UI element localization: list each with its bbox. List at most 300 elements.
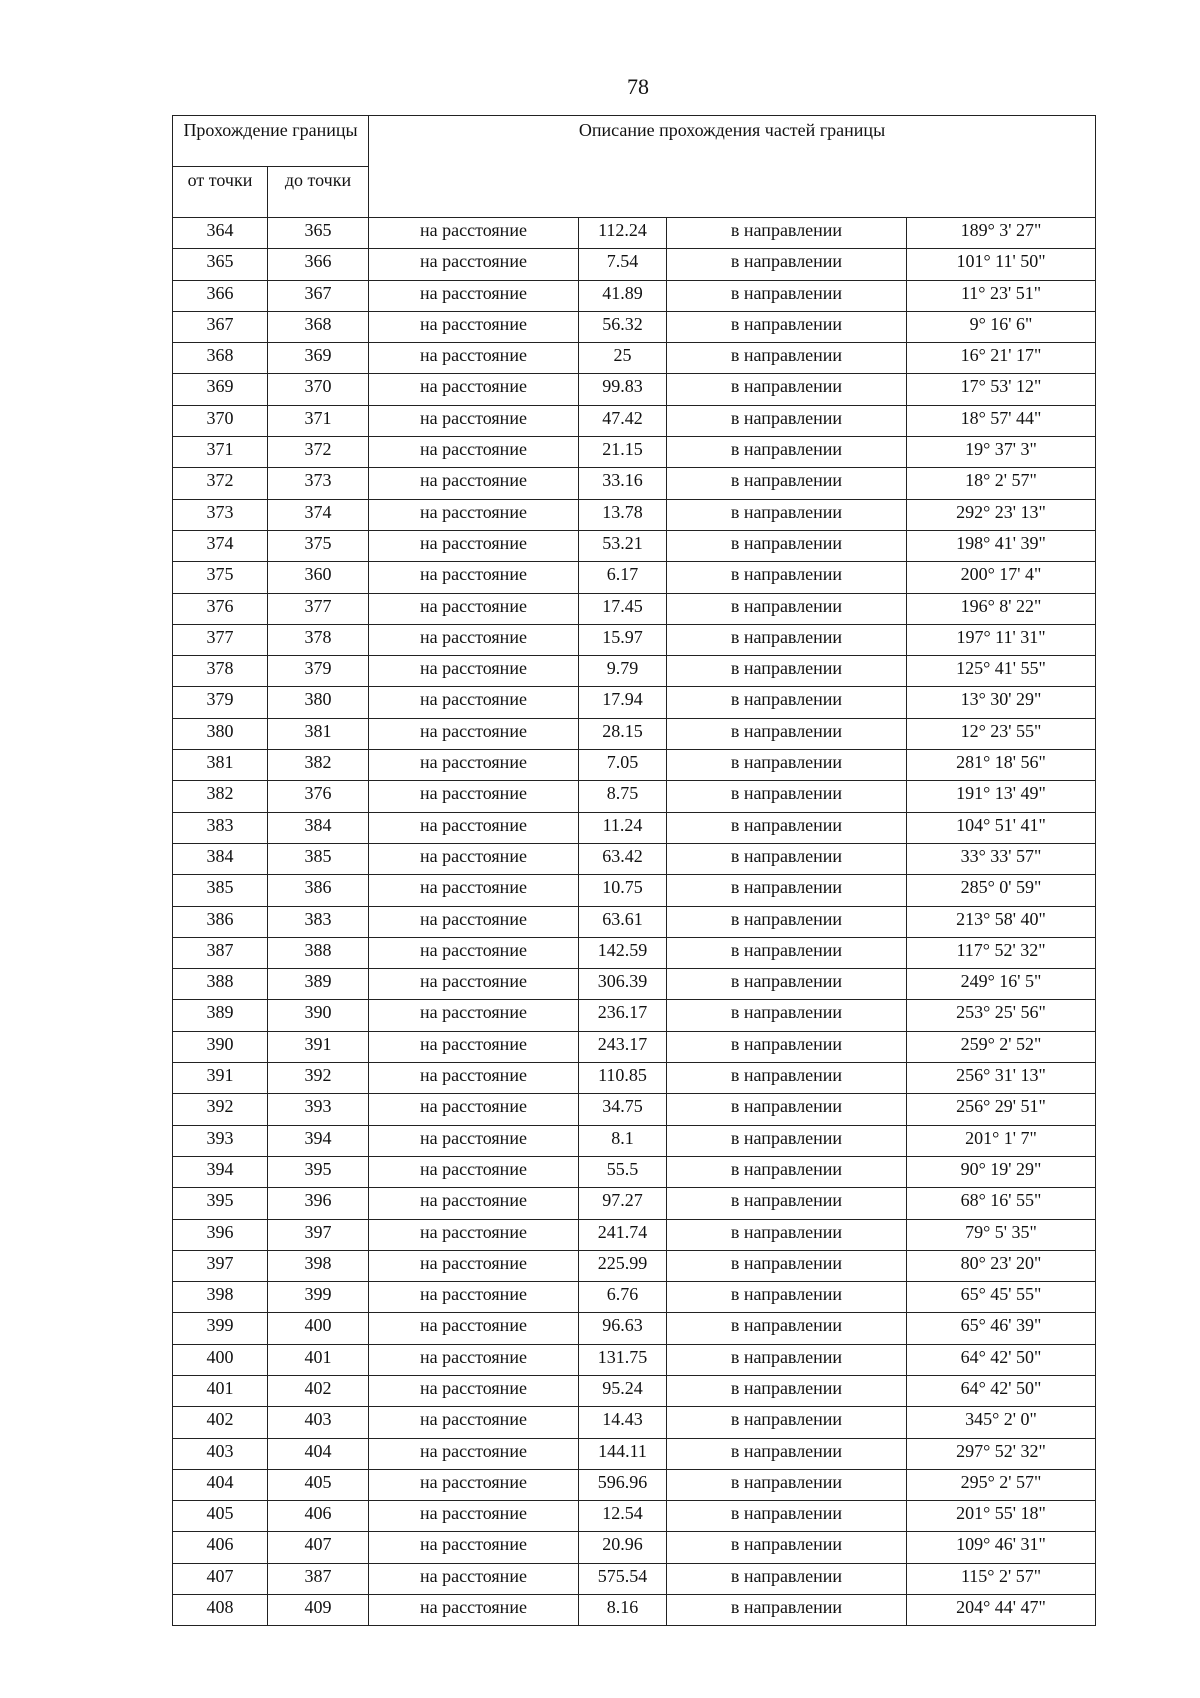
distance-value-cell: 34.75 [579, 1094, 667, 1125]
to-point-cell: 388 [268, 937, 369, 968]
direction-label-cell: в направлении [667, 624, 907, 655]
to-point-cell: 360 [268, 562, 369, 593]
bearing-value-cell: 295° 2' 57" [907, 1469, 1096, 1500]
direction-label-cell: в направлении [667, 1094, 907, 1125]
table-row [173, 1219, 1096, 1250]
distance-value-cell: 131.75 [579, 1344, 667, 1375]
to-point-cell: 397 [268, 1219, 369, 1250]
direction-label-cell: в направлении [667, 1063, 907, 1094]
direction-label-cell: в направлении [667, 1000, 907, 1031]
from-point-cell: 393 [173, 1125, 268, 1156]
to-point-cell: 404 [268, 1438, 369, 1469]
direction-label-cell: в направлении [667, 1438, 907, 1469]
from-point-cell: 398 [173, 1282, 268, 1313]
to-point-cell: 386 [268, 875, 369, 906]
distance-value-cell: 63.42 [579, 843, 667, 874]
table-row [173, 937, 1096, 968]
distance-label-cell: на расстояние [369, 1532, 579, 1563]
distance-value-cell: 97.27 [579, 1188, 667, 1219]
distance-value-cell: 10.75 [579, 875, 667, 906]
distance-value-cell: 596.96 [579, 1469, 667, 1500]
distance-label-cell: на расстояние [369, 1595, 579, 1626]
distance-value-cell: 33.16 [579, 468, 667, 499]
distance-value-cell: 8.75 [579, 781, 667, 812]
direction-label-cell: в направлении [667, 969, 907, 1000]
distance-value-cell: 63.61 [579, 906, 667, 937]
distance-label-cell: на расстояние [369, 718, 579, 749]
bearing-value-cell: 104° 51' 41" [907, 812, 1096, 843]
to-point-cell: 375 [268, 530, 369, 561]
distance-label-cell: на расстояние [369, 343, 579, 374]
to-point-cell: 400 [268, 1313, 369, 1344]
to-point-cell: 370 [268, 374, 369, 405]
from-point-cell: 407 [173, 1563, 268, 1594]
distance-value-cell: 306.39 [579, 969, 667, 1000]
bearing-value-cell: 64° 42' 50" [907, 1344, 1096, 1375]
distance-value-cell: 17.45 [579, 593, 667, 624]
table-row [173, 218, 1096, 249]
table-row [173, 750, 1096, 781]
distance-label-cell: на расстояние [369, 437, 579, 468]
distance-label-cell: на расстояние [369, 1156, 579, 1187]
to-point-cell: 394 [268, 1125, 369, 1156]
distance-label-cell: на расстояние [369, 624, 579, 655]
from-point-cell: 377 [173, 624, 268, 655]
table-row [173, 687, 1096, 718]
to-point-cell: 393 [268, 1094, 369, 1125]
distance-label-cell: на расстояние [369, 1469, 579, 1500]
distance-label-cell: на расстояние [369, 750, 579, 781]
distance-label-cell: на расстояние [369, 249, 579, 280]
distance-value-cell: 47.42 [579, 405, 667, 436]
direction-label-cell: в направлении [667, 781, 907, 812]
direction-label-cell: в направлении [667, 437, 907, 468]
from-point-cell: 372 [173, 468, 268, 499]
direction-label-cell: в направлении [667, 343, 907, 374]
to-point-cell: 389 [268, 969, 369, 1000]
from-point-cell: 366 [173, 280, 268, 311]
bearing-value-cell: 18° 57' 44" [907, 405, 1096, 436]
table-row [173, 843, 1096, 874]
distance-label-cell: на расстояние [369, 1188, 579, 1219]
bearing-value-cell: 256° 29' 51" [907, 1094, 1096, 1125]
table-row [173, 1563, 1096, 1594]
table-row [173, 1125, 1096, 1156]
bearing-value-cell: 12° 23' 55" [907, 718, 1096, 749]
to-point-cell: 381 [268, 718, 369, 749]
distance-label-cell: на расстояние [369, 1375, 579, 1406]
to-point-cell: 379 [268, 656, 369, 687]
distance-value-cell: 110.85 [579, 1063, 667, 1094]
bearing-value-cell: 90° 19' 29" [907, 1156, 1096, 1187]
table-row [173, 405, 1096, 436]
to-point-cell: 373 [268, 468, 369, 499]
distance-label-cell: на расстояние [369, 1313, 579, 1344]
bearing-value-cell: 65° 46' 39" [907, 1313, 1096, 1344]
table-row [173, 906, 1096, 937]
from-point-cell: 408 [173, 1595, 268, 1626]
direction-label-cell: в направлении [667, 1188, 907, 1219]
from-point-cell: 385 [173, 875, 268, 906]
distance-label-cell: на расстояние [369, 812, 579, 843]
distance-label-cell: на расстояние [369, 280, 579, 311]
bearing-value-cell: 17° 53' 12" [907, 374, 1096, 405]
distance-value-cell: 6.17 [579, 562, 667, 593]
from-point-cell: 375 [173, 562, 268, 593]
distance-value-cell: 7.54 [579, 249, 667, 280]
distance-value-cell: 21.15 [579, 437, 667, 468]
distance-value-cell: 25 [579, 343, 667, 374]
from-point-cell: 388 [173, 969, 268, 1000]
to-point-cell: 406 [268, 1501, 369, 1532]
header-to-point: до точки [268, 167, 369, 218]
bearing-value-cell: 117° 52' 32" [907, 937, 1096, 968]
from-point-cell: 390 [173, 1031, 268, 1062]
distance-label-cell: на расстояние [369, 1219, 579, 1250]
table-row [173, 1344, 1096, 1375]
bearing-value-cell: 16° 21' 17" [907, 343, 1096, 374]
bearing-value-cell: 200° 17' 4" [907, 562, 1096, 593]
distance-label-cell: на расстояние [369, 562, 579, 593]
from-point-cell: 397 [173, 1250, 268, 1281]
table-row [173, 812, 1096, 843]
distance-value-cell: 99.83 [579, 374, 667, 405]
from-point-cell: 370 [173, 405, 268, 436]
distance-label-cell: на расстояние [369, 1344, 579, 1375]
direction-label-cell: в направлении [667, 1031, 907, 1062]
table-row [173, 969, 1096, 1000]
table-row [173, 562, 1096, 593]
direction-label-cell: в направлении [667, 1125, 907, 1156]
distance-label-cell: на расстояние [369, 311, 579, 342]
from-point-cell: 402 [173, 1407, 268, 1438]
to-point-cell: 407 [268, 1532, 369, 1563]
bearing-value-cell: 191° 13' 49" [907, 781, 1096, 812]
to-point-cell: 380 [268, 687, 369, 718]
direction-label-cell: в направлении [667, 1469, 907, 1500]
direction-label-cell: в направлении [667, 1344, 907, 1375]
bearing-value-cell: 68° 16' 55" [907, 1188, 1096, 1219]
bearing-value-cell: 109° 46' 31" [907, 1532, 1096, 1563]
distance-value-cell: 20.96 [579, 1532, 667, 1563]
bearing-value-cell: 11° 23' 51" [907, 280, 1096, 311]
direction-label-cell: в направлении [667, 1313, 907, 1344]
distance-label-cell: на расстояние [369, 1282, 579, 1313]
distance-value-cell: 112.24 [579, 218, 667, 249]
distance-value-cell: 56.32 [579, 311, 667, 342]
from-point-cell: 389 [173, 1000, 268, 1031]
table-row [173, 656, 1096, 687]
from-point-cell: 386 [173, 906, 268, 937]
bearing-value-cell: 13° 30' 29" [907, 687, 1096, 718]
to-point-cell: 366 [268, 249, 369, 280]
from-point-cell: 396 [173, 1219, 268, 1250]
bearing-value-cell: 345° 2' 0" [907, 1407, 1096, 1438]
bearing-value-cell: 201° 55' 18" [907, 1501, 1096, 1532]
distance-label-cell: на расстояние [369, 218, 579, 249]
table-row [173, 1188, 1096, 1219]
table-row [173, 1469, 1096, 1500]
from-point-cell: 365 [173, 249, 268, 280]
bearing-value-cell: 213° 58' 40" [907, 906, 1096, 937]
direction-label-cell: в направлении [667, 687, 907, 718]
distance-value-cell: 11.24 [579, 812, 667, 843]
bearing-value-cell: 9° 16' 6" [907, 311, 1096, 342]
table-row [173, 1063, 1096, 1094]
bearing-value-cell: 285° 0' 59" [907, 875, 1096, 906]
to-point-cell: 365 [268, 218, 369, 249]
table-header [173, 116, 1096, 218]
table-row [173, 1407, 1096, 1438]
distance-label-cell: на расстояние [369, 875, 579, 906]
direction-label-cell: в направлении [667, 562, 907, 593]
to-point-cell: 399 [268, 1282, 369, 1313]
bearing-value-cell: 125° 41' 55" [907, 656, 1096, 687]
distance-value-cell: 14.43 [579, 1407, 667, 1438]
distance-value-cell: 15.97 [579, 624, 667, 655]
distance-value-cell: 9.79 [579, 656, 667, 687]
distance-value-cell: 53.21 [579, 530, 667, 561]
to-point-cell: 372 [268, 437, 369, 468]
bearing-value-cell: 79° 5' 35" [907, 1219, 1096, 1250]
to-point-cell: 376 [268, 781, 369, 812]
bearing-value-cell: 18° 2' 57" [907, 468, 1096, 499]
table-row [173, 1031, 1096, 1062]
from-point-cell: 405 [173, 1501, 268, 1532]
direction-label-cell: в направлении [667, 1501, 907, 1532]
from-point-cell: 378 [173, 656, 268, 687]
bearing-value-cell: 189° 3' 27" [907, 218, 1096, 249]
distance-label-cell: на расстояние [369, 969, 579, 1000]
to-point-cell: 377 [268, 593, 369, 624]
to-point-cell: 385 [268, 843, 369, 874]
from-point-cell: 373 [173, 499, 268, 530]
bearing-value-cell: 249° 16' 5" [907, 969, 1096, 1000]
page-number: 78 [627, 74, 649, 99]
table-row [173, 1282, 1096, 1313]
distance-label-cell: на расстояние [369, 405, 579, 436]
distance-value-cell: 17.94 [579, 687, 667, 718]
distance-label-cell: на расстояние [369, 1063, 579, 1094]
to-point-cell: 409 [268, 1595, 369, 1626]
table-row [173, 1313, 1096, 1344]
to-point-cell: 382 [268, 750, 369, 781]
direction-label-cell: в направлении [667, 812, 907, 843]
distance-value-cell: 41.89 [579, 280, 667, 311]
bearing-value-cell: 80° 23' 20" [907, 1250, 1096, 1281]
table-row [173, 530, 1096, 561]
to-point-cell: 390 [268, 1000, 369, 1031]
from-point-cell: 369 [173, 374, 268, 405]
to-point-cell: 387 [268, 1563, 369, 1594]
bearing-value-cell: 204° 44' 47" [907, 1595, 1096, 1626]
bearing-value-cell: 197° 11' 31" [907, 624, 1096, 655]
direction-label-cell: в направлении [667, 843, 907, 874]
to-point-cell: 383 [268, 906, 369, 937]
to-point-cell: 402 [268, 1375, 369, 1406]
distance-label-cell: на расстояние [369, 1250, 579, 1281]
direction-label-cell: в направлении [667, 1250, 907, 1281]
to-point-cell: 369 [268, 343, 369, 374]
from-point-cell: 404 [173, 1469, 268, 1500]
distance-label-cell: на расстояние [369, 937, 579, 968]
distance-value-cell: 7.05 [579, 750, 667, 781]
bearing-value-cell: 297° 52' 32" [907, 1438, 1096, 1469]
distance-label-cell: на расстояние [369, 687, 579, 718]
direction-label-cell: в направлении [667, 218, 907, 249]
distance-value-cell: 241.74 [579, 1219, 667, 1250]
table-row [173, 499, 1096, 530]
to-point-cell: 392 [268, 1063, 369, 1094]
table-row [173, 624, 1096, 655]
distance-value-cell: 96.63 [579, 1313, 667, 1344]
from-point-cell: 400 [173, 1344, 268, 1375]
direction-label-cell: в направлении [667, 1595, 907, 1626]
direction-label-cell: в направлении [667, 374, 907, 405]
direction-label-cell: в направлении [667, 593, 907, 624]
distance-value-cell: 142.59 [579, 937, 667, 968]
distance-value-cell: 144.11 [579, 1438, 667, 1469]
direction-label-cell: в направлении [667, 468, 907, 499]
to-point-cell: 391 [268, 1031, 369, 1062]
table-row [173, 1501, 1096, 1532]
bearing-value-cell: 256° 31' 13" [907, 1063, 1096, 1094]
direction-label-cell: в направлении [667, 750, 907, 781]
distance-value-cell: 243.17 [579, 1031, 667, 1062]
table-row [173, 280, 1096, 311]
to-point-cell: 401 [268, 1344, 369, 1375]
distance-value-cell: 236.17 [579, 1000, 667, 1031]
distance-value-cell: 8.16 [579, 1595, 667, 1626]
to-point-cell: 398 [268, 1250, 369, 1281]
direction-label-cell: в направлении [667, 249, 907, 280]
direction-label-cell: в направлении [667, 530, 907, 561]
direction-label-cell: в направлении [667, 1407, 907, 1438]
to-point-cell: 367 [268, 280, 369, 311]
direction-label-cell: в направлении [667, 656, 907, 687]
distance-label-cell: на расстояние [369, 1563, 579, 1594]
distance-label-cell: на расстояние [369, 499, 579, 530]
from-point-cell: 399 [173, 1313, 268, 1344]
direction-label-cell: в направлении [667, 499, 907, 530]
distance-label-cell: на расстояние [369, 843, 579, 874]
bearing-value-cell: 65° 45' 55" [907, 1282, 1096, 1313]
direction-label-cell: в направлении [667, 1282, 907, 1313]
direction-label-cell: в направлении [667, 718, 907, 749]
bearing-value-cell: 33° 33' 57" [907, 843, 1096, 874]
direction-label-cell: в направлении [667, 937, 907, 968]
direction-label-cell: в направлении [667, 1375, 907, 1406]
distance-label-cell: на расстояние [369, 1438, 579, 1469]
table-row [173, 1094, 1096, 1125]
from-point-cell: 395 [173, 1188, 268, 1219]
distance-value-cell: 8.1 [579, 1125, 667, 1156]
distance-label-cell: на расстояние [369, 1407, 579, 1438]
distance-value-cell: 28.15 [579, 718, 667, 749]
bearing-value-cell: 198° 41' 39" [907, 530, 1096, 561]
from-point-cell: 367 [173, 311, 268, 342]
distance-label-cell: на расстояние [369, 781, 579, 812]
header-description: Описание прохождения частей границы [369, 116, 1096, 218]
direction-label-cell: в направлении [667, 280, 907, 311]
to-point-cell: 371 [268, 405, 369, 436]
distance-label-cell: на расстояние [369, 656, 579, 687]
from-point-cell: 391 [173, 1063, 268, 1094]
from-point-cell: 380 [173, 718, 268, 749]
table-row [173, 468, 1096, 499]
direction-label-cell: в направлении [667, 875, 907, 906]
distance-value-cell: 12.54 [579, 1501, 667, 1532]
from-point-cell: 394 [173, 1156, 268, 1187]
table-row [173, 781, 1096, 812]
from-point-cell: 374 [173, 530, 268, 561]
direction-label-cell: в направлении [667, 906, 907, 937]
from-point-cell: 403 [173, 1438, 268, 1469]
to-point-cell: 403 [268, 1407, 369, 1438]
table-body [173, 218, 1096, 1626]
from-point-cell: 376 [173, 593, 268, 624]
from-point-cell: 387 [173, 937, 268, 968]
table-row [173, 1438, 1096, 1469]
from-point-cell: 379 [173, 687, 268, 718]
direction-label-cell: в направлении [667, 1532, 907, 1563]
table-row [173, 875, 1096, 906]
boundary-table [172, 115, 1096, 1626]
table-row [173, 1000, 1096, 1031]
from-point-cell: 382 [173, 781, 268, 812]
table-row [173, 437, 1096, 468]
bearing-value-cell: 115° 2' 57" [907, 1563, 1096, 1594]
distance-value-cell: 6.76 [579, 1282, 667, 1313]
distance-label-cell: на расстояние [369, 530, 579, 561]
distance-label-cell: на расстояние [369, 1501, 579, 1532]
table-row [173, 311, 1096, 342]
table-row [173, 1532, 1096, 1563]
direction-label-cell: в направлении [667, 405, 907, 436]
distance-value-cell: 95.24 [579, 1375, 667, 1406]
distance-label-cell: на расстояние [369, 374, 579, 405]
from-point-cell: 381 [173, 750, 268, 781]
from-point-cell: 392 [173, 1094, 268, 1125]
distance-label-cell: на расстояние [369, 593, 579, 624]
from-point-cell: 371 [173, 437, 268, 468]
to-point-cell: 384 [268, 812, 369, 843]
table-row [173, 1250, 1096, 1281]
bearing-value-cell: 196° 8' 22" [907, 593, 1096, 624]
table-row [173, 1595, 1096, 1626]
from-point-cell: 364 [173, 218, 268, 249]
header-passage: Прохождение границы [173, 116, 369, 167]
from-point-cell: 383 [173, 812, 268, 843]
from-point-cell: 384 [173, 843, 268, 874]
distance-value-cell: 55.5 [579, 1156, 667, 1187]
bearing-value-cell: 253° 25' 56" [907, 1000, 1096, 1031]
distance-value-cell: 225.99 [579, 1250, 667, 1281]
to-point-cell: 405 [268, 1469, 369, 1500]
distance-label-cell: на расстояние [369, 1125, 579, 1156]
table-row [173, 1375, 1096, 1406]
bearing-value-cell: 281° 18' 56" [907, 750, 1096, 781]
bearing-value-cell: 259° 2' 52" [907, 1031, 1096, 1062]
bearing-value-cell: 64° 42' 50" [907, 1375, 1096, 1406]
direction-label-cell: в направлении [667, 1219, 907, 1250]
bearing-value-cell: 292° 23' 13" [907, 499, 1096, 530]
table-row [173, 374, 1096, 405]
from-point-cell: 401 [173, 1375, 268, 1406]
distance-label-cell: на расстояние [369, 906, 579, 937]
header-from-point: от точки [173, 167, 268, 218]
table-row [173, 249, 1096, 280]
